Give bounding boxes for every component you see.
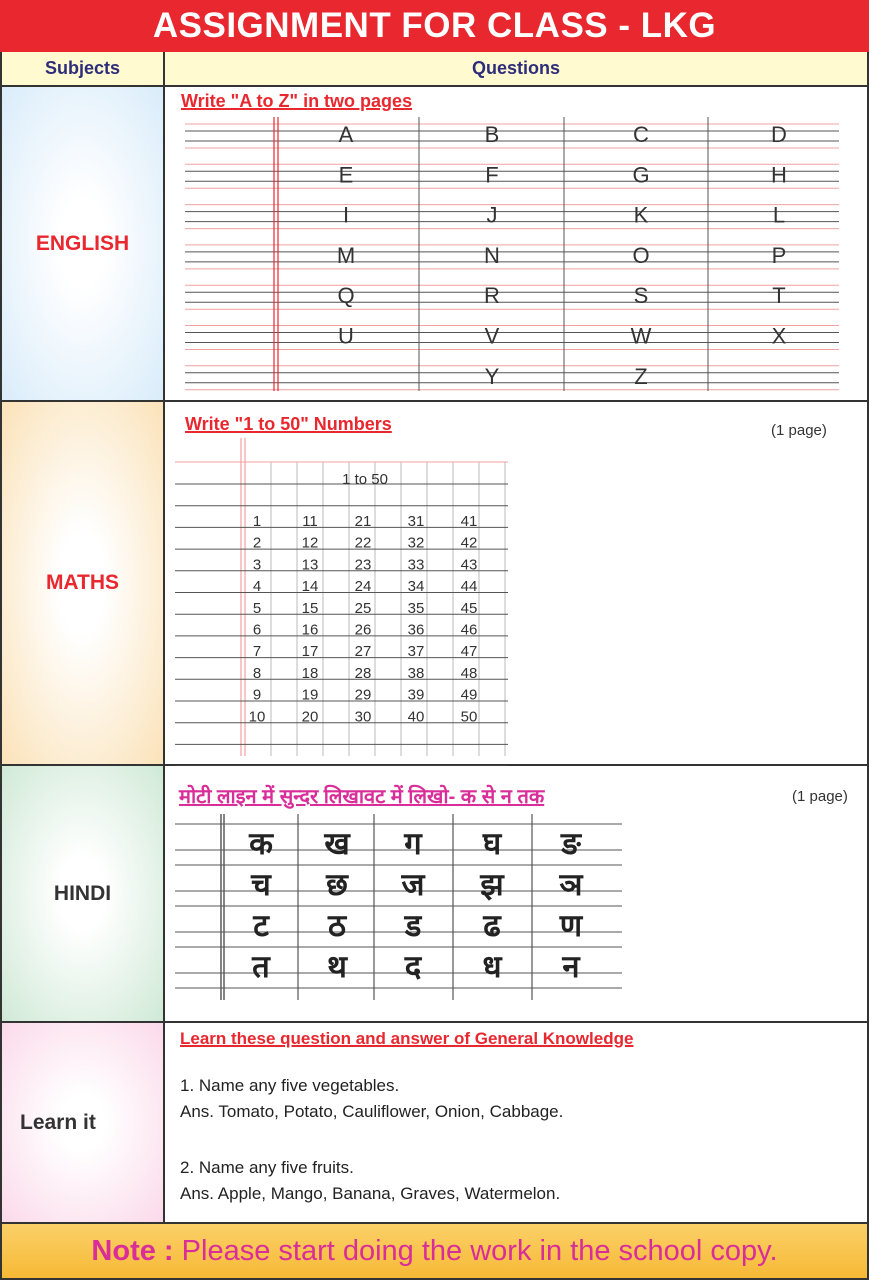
number-6: 6 bbox=[252, 621, 262, 639]
gk-row bbox=[0, 1023, 869, 1224]
letter-f: F bbox=[485, 162, 499, 188]
letter-h: H bbox=[771, 162, 787, 188]
hindi-letter: च bbox=[251, 867, 271, 902]
letter-r: R bbox=[484, 283, 500, 309]
letter-z: Z bbox=[634, 363, 648, 389]
number-20: 20 bbox=[301, 708, 319, 726]
hindi-letter: ठ bbox=[327, 908, 347, 943]
letter-d: D bbox=[771, 122, 787, 147]
letter-q: Q bbox=[337, 283, 355, 309]
letter-b: B bbox=[484, 122, 500, 147]
letter-j: J bbox=[486, 202, 498, 228]
number-34: 34 bbox=[407, 578, 425, 596]
letter-x: X bbox=[771, 323, 787, 349]
number-35: 35 bbox=[407, 599, 425, 617]
subject-learn-it: Learn it bbox=[2, 1023, 165, 1222]
number-46: 46 bbox=[460, 621, 478, 639]
number-30: 30 bbox=[354, 708, 372, 726]
subject-maths: MATHS bbox=[2, 402, 165, 764]
english-row bbox=[0, 87, 869, 402]
hindi-letter: झ bbox=[480, 867, 504, 902]
letter-v: V bbox=[484, 323, 500, 349]
letter-c: C bbox=[633, 122, 649, 147]
english-questions bbox=[167, 87, 867, 400]
number-5: 5 bbox=[252, 599, 262, 617]
hindi-letter: छ bbox=[326, 867, 348, 902]
number-21: 21 bbox=[354, 513, 372, 530]
maths-row bbox=[0, 402, 869, 766]
letter-l: L bbox=[772, 202, 786, 228]
number-17: 17 bbox=[301, 643, 319, 661]
hindi-letter: ण bbox=[559, 908, 583, 943]
number-43: 43 bbox=[460, 556, 478, 574]
hindi-letter: ट bbox=[253, 908, 269, 943]
hindi-letter: ढ bbox=[483, 908, 501, 943]
number-38: 38 bbox=[407, 664, 425, 682]
letter-o: O bbox=[632, 242, 650, 268]
number-13: 13 bbox=[301, 556, 319, 574]
maths-number-grid bbox=[175, 436, 520, 766]
number-22: 22 bbox=[354, 534, 372, 552]
header-subjects: Subjects bbox=[2, 52, 165, 85]
letter-g: G bbox=[632, 162, 650, 188]
number-48: 48 bbox=[460, 664, 478, 682]
number-7: 7 bbox=[252, 643, 262, 661]
letter-t: T bbox=[772, 283, 786, 309]
letter-p: P bbox=[771, 242, 787, 268]
number-8: 8 bbox=[252, 664, 262, 682]
number-18: 18 bbox=[301, 664, 319, 682]
number-1: 1 bbox=[252, 513, 262, 530]
number-25: 25 bbox=[354, 599, 372, 617]
table-header bbox=[0, 52, 869, 87]
gk-answer-2: Ans. Apple, Mango, Banana, Graves, Watermelon. bbox=[180, 1184, 561, 1203]
number-40: 40 bbox=[407, 708, 425, 726]
number-42: 42 bbox=[460, 534, 478, 552]
subject-hindi: HINDI bbox=[2, 766, 165, 1021]
number-11: 11 bbox=[302, 513, 318, 530]
number-27: 27 bbox=[354, 643, 372, 661]
note-label: Note : bbox=[91, 1235, 174, 1267]
letter-a: A bbox=[338, 122, 354, 147]
number-26: 26 bbox=[354, 621, 372, 639]
number-28: 28 bbox=[354, 664, 372, 682]
hindi-letter: ड bbox=[404, 908, 422, 943]
letter-y: Y bbox=[484, 363, 500, 389]
grid-title: 1 to 50 bbox=[342, 471, 388, 488]
hindi-letter: ध bbox=[482, 949, 502, 984]
number-2: 2 bbox=[252, 534, 262, 552]
number-36: 36 bbox=[407, 621, 425, 639]
english-writing-grid bbox=[167, 87, 867, 400]
hindi-row bbox=[0, 766, 869, 1023]
note-text: Please start doing the work in the school copy. bbox=[181, 1235, 778, 1267]
letter-s: S bbox=[633, 283, 649, 309]
number-49: 49 bbox=[460, 686, 478, 704]
hindi-letter: ख bbox=[324, 826, 350, 861]
gk-answer-1: Ans. Tomato, Potato, Cauliflower, Onion, Cabbage. bbox=[180, 1102, 564, 1121]
letter-w: W bbox=[630, 323, 652, 349]
gk-question-1: 1. Name any five vegetables. bbox=[180, 1076, 400, 1095]
hindi-letter: क bbox=[249, 826, 273, 861]
number-4: 4 bbox=[252, 578, 262, 596]
number-50: 50 bbox=[460, 708, 478, 726]
letter-i: I bbox=[342, 202, 350, 228]
number-15: 15 bbox=[301, 599, 319, 617]
hindi-letter: त bbox=[252, 949, 270, 984]
hindi-page-note: (1 page) bbox=[792, 788, 848, 805]
hindi-letter: थ bbox=[327, 949, 347, 984]
number-10: 10 bbox=[248, 708, 266, 726]
hindi-letter: द bbox=[404, 949, 422, 984]
gk-question-2: 2. Name any five fruits. bbox=[180, 1158, 354, 1177]
hindi-letter: ग bbox=[404, 826, 422, 861]
number-37: 37 bbox=[407, 643, 425, 661]
number-24: 24 bbox=[354, 578, 372, 596]
letter-e: E bbox=[338, 162, 354, 188]
hindi-instruction: मोटी लाइन में सुन्दर लिखावट में लिखो- क से न तक bbox=[179, 786, 545, 808]
hindi-letter: ज bbox=[401, 867, 425, 902]
subject-english: ENGLISH bbox=[2, 87, 165, 400]
number-41: 41 bbox=[460, 513, 478, 530]
note-bar bbox=[0, 1224, 869, 1280]
gk-instruction: Learn these question and answer of General Knowledge bbox=[180, 1029, 634, 1048]
number-45: 45 bbox=[460, 599, 478, 617]
number-3: 3 bbox=[252, 556, 262, 574]
letter-u: U bbox=[338, 323, 354, 349]
gk-questions bbox=[167, 1023, 867, 1222]
number-12: 12 bbox=[301, 534, 319, 552]
letter-n: N bbox=[484, 242, 500, 268]
maths-page-note: (1 page) bbox=[771, 422, 827, 439]
number-31: 31 bbox=[407, 513, 425, 530]
number-16: 16 bbox=[301, 621, 319, 639]
number-14: 14 bbox=[301, 578, 319, 596]
hindi-questions bbox=[167, 766, 867, 1021]
hindi-letter: न bbox=[562, 949, 580, 984]
hindi-letter: ङ bbox=[561, 826, 581, 861]
maths-instruction: Write "1 to 50" Numbers bbox=[185, 414, 392, 434]
letter-m: M bbox=[336, 242, 356, 268]
number-39: 39 bbox=[407, 686, 425, 704]
hindi-letter: ञ bbox=[559, 867, 583, 902]
hindi-writing-grid bbox=[175, 814, 635, 1004]
number-47: 47 bbox=[460, 643, 478, 661]
number-9: 9 bbox=[252, 686, 262, 704]
letter-k: K bbox=[633, 202, 649, 228]
number-23: 23 bbox=[354, 556, 372, 574]
maths-questions bbox=[167, 402, 867, 764]
hindi-letter: घ bbox=[482, 826, 502, 861]
english-instruction: Write "A to Z" in two pages bbox=[181, 91, 413, 111]
header-questions: Questions bbox=[471, 58, 560, 78]
number-32: 32 bbox=[407, 534, 425, 552]
number-29: 29 bbox=[354, 686, 372, 704]
page-title: ASSIGNMENT FOR CLASS - LKG bbox=[0, 0, 869, 52]
number-19: 19 bbox=[301, 686, 319, 704]
number-33: 33 bbox=[407, 556, 425, 574]
number-44: 44 bbox=[460, 578, 478, 596]
